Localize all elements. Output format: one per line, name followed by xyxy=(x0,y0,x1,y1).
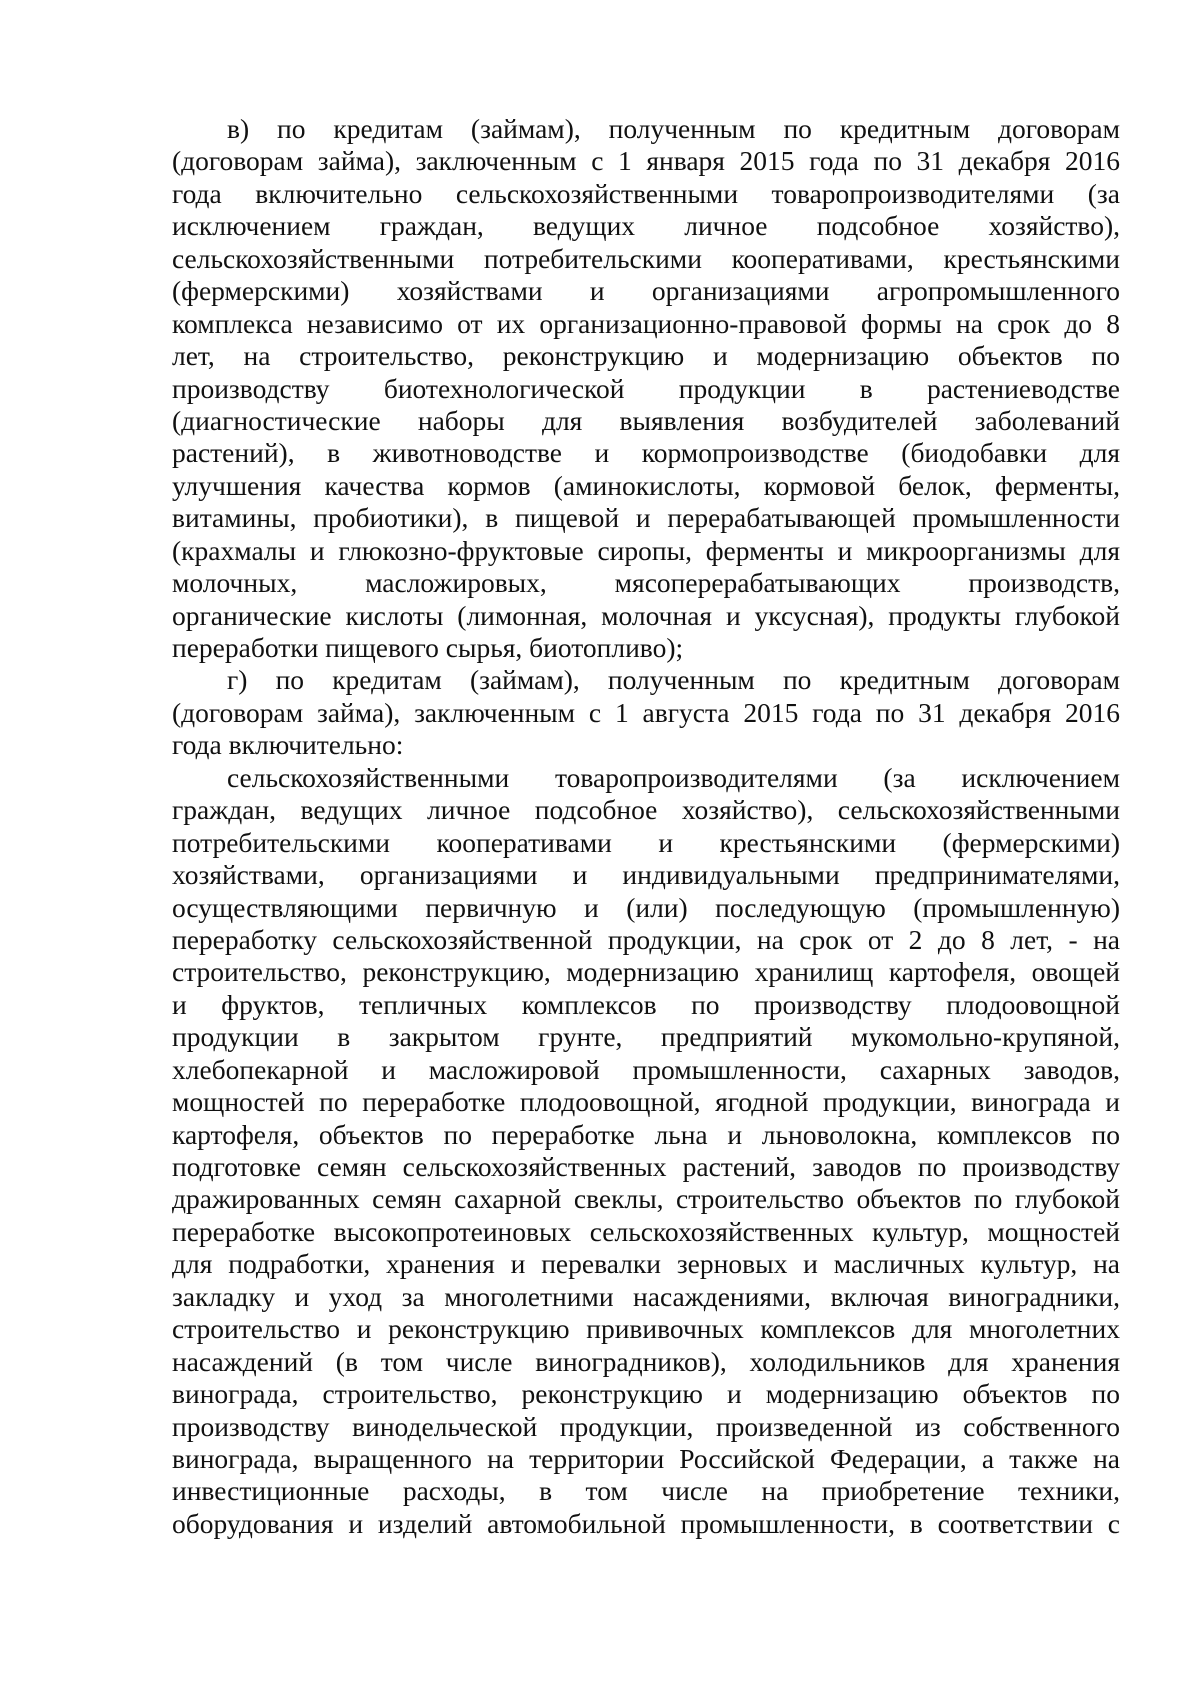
text-line: хлебопекарной и масложировой промышленности, сахарных заводов, xyxy=(172,1053,1120,1085)
text-line: растений), в животноводстве и кормопроизводстве (биодобавки для xyxy=(172,437,1120,469)
text-line: молочных, масложировых, мясоперерабатывающих производств, xyxy=(172,567,1120,599)
text-line: хозяйствами, организациями и индивидуальными предпринимателями, xyxy=(172,859,1120,891)
text-line: подготовке семян сельскохозяйственных растений, заводов по производству xyxy=(172,1151,1120,1182)
text-line: сельскохозяйственными потребительскими кооперативами, крестьянскими xyxy=(172,242,1120,274)
document-body xyxy=(172,113,1120,1540)
paragraph-g-body xyxy=(172,762,1120,1541)
text-line: (договорам займа), заключенным с 1 января 2015 года по 31 декабря 2016 xyxy=(172,145,1120,177)
text-line: исключением граждан, ведущих личное подсобное хозяйство), xyxy=(172,210,1120,242)
text-line: винограда, выращенного на территории Российской Федерации, а также на xyxy=(172,1442,1120,1474)
text-line: оборудования и изделий автомобильной промышленности, в соответствии с xyxy=(172,1507,1120,1539)
text-line: производству винодельческой продукции, произведенной из собственного xyxy=(172,1410,1120,1442)
text-line: закладку и уход за многолетними насаждениями, включая виноградники, xyxy=(172,1280,1120,1312)
text-line: лет, на строительство, реконструкцию и модернизацию объектов по xyxy=(172,340,1120,372)
text-line: (крахмалы и глюкозно-фруктовые сиропы, ферменты и микроорганизмы для xyxy=(172,534,1120,566)
text-line: переработке высокопротеиновых сельскохозяйственных культур, мощностей xyxy=(172,1215,1120,1247)
paragraph-g xyxy=(172,664,1120,761)
text-line: картофеля, объектов по переработке льна и льноволокна, комплексов по xyxy=(172,1118,1120,1150)
text-line: строительство, реконструкцию, модернизацию хранилищ картофеля, овощей xyxy=(172,956,1120,988)
text-line: органические кислоты (лимонная, молочная и уксусная), продукты глубокой xyxy=(172,599,1120,631)
text-line: производству биотехнологической продукции в растениеводстве xyxy=(172,372,1120,404)
text-line: улучшения качества кормов (аминокислоты, кормовой белок, ферменты, xyxy=(172,469,1120,501)
text-line: насаждений (в том числе виноградников), холодильников для хранения xyxy=(172,1345,1120,1377)
text-line: винограда, строительство, реконструкцию и модернизацию объектов по xyxy=(172,1378,1120,1410)
text-line: и фруктов, тепличных комплексов по производству плодоовощной xyxy=(172,988,1120,1020)
text-line: осуществляющими первичную и (или) последующую (промышленную) xyxy=(172,891,1120,923)
paragraph-v xyxy=(172,113,1120,664)
text-line: переработку сельскохозяйственной продукции, на срок от 2 до 8 лет, - на xyxy=(172,923,1120,955)
text-line: комплекса независимо от их организационно-правовой формы на срок до 8 xyxy=(172,307,1120,339)
text-line: витамины, пробиотики), в пищевой и перерабатывающей промышленности xyxy=(172,502,1120,534)
text-line: в) по кредитам (займам), полученным по кредитным договорам xyxy=(227,113,1120,144)
text-line: сельскохозяйственными товаропроизводителями (за исключением xyxy=(227,761,1120,793)
text-line: для подработки, хранения и перевалки зерновых и масличных культур, на xyxy=(172,1248,1120,1280)
text-line: мощностей по переработке плодоовощной, ягодной продукции, винограда и xyxy=(172,1086,1120,1118)
text-line: граждан, ведущих личное подсобное хозяйство), сельскохозяйственными xyxy=(172,794,1120,826)
text-line: дражированных семян сахарной свеклы, строительство объектов по глубокой xyxy=(172,1183,1120,1215)
text-line: (договорам займа), заключенным с 1 августа 2015 года по 31 декабря 2016 xyxy=(172,696,1120,728)
text-line: (диагностические наборы для выявления возбудителей заболеваний xyxy=(172,404,1120,436)
text-line: года включительно сельскохозяйственными товаропроизводителями (за xyxy=(172,177,1120,209)
text-line: переработки пищевого сырья, биотопливо); xyxy=(172,632,684,663)
text-line: потребительскими кооперативами и крестьянскими (фермерскими) xyxy=(172,826,1120,858)
text-line: продукции в закрытом грунте, предприятий мукомольно-крупяной, xyxy=(172,1021,1120,1053)
text-line: г) по кредитам (займам), полученным по кредитным договорам xyxy=(227,664,1120,696)
text-line: (фермерскими) хозяйствами и организациями агропромышленного xyxy=(172,275,1120,307)
text-line: года включительно: xyxy=(172,729,404,761)
text-line: строительство и реконструкцию прививочных комплексов для многолетних xyxy=(172,1313,1120,1345)
text-line: инвестиционные расходы, в том числе на приобретение техники, xyxy=(172,1475,1120,1507)
